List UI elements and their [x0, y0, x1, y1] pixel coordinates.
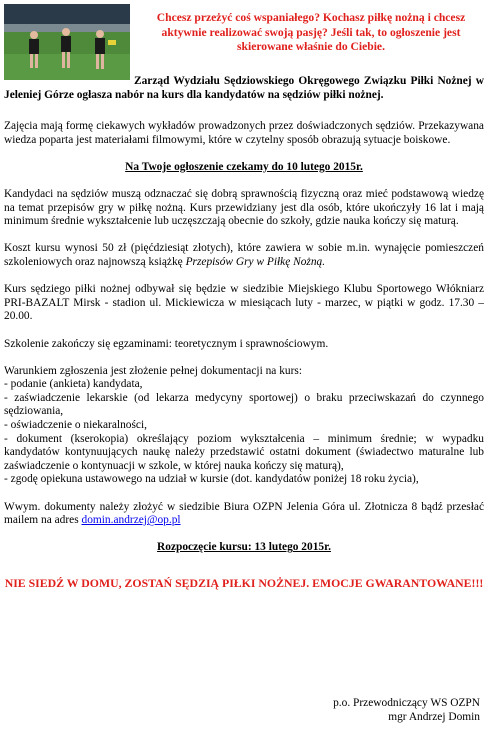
paragraph-requirements-fitness: Kandydaci na sędziów muszą odznaczać się dobrą sprawnością fizyczną oraz mieć podstawową wiedzę na temat przepisów gry w piłkę nożną. Kurs przewidziany jest dla osób, które ukończyły 16 lat i mają minimum średnie wykształcenie lub uczęszczają obecnie do szkoły, gdzie nauka kończy się maturą.	[4, 187, 484, 228]
cost-text: Koszt kursu wynosi 50 zł (pięćdziesiąt złotych), które zawiera w sobie m.in. wynajęcie pomieszczeń szkoleniowych oraz najnowszą książkę	[4, 242, 484, 268]
slogan: NIE SIEDŹ W DOMU, ZOSTAŃ SĘDZIĄ PIŁKI NOŻNEJ. EMOCJE GWARANTOWANE!!!	[4, 576, 484, 590]
requirements-intro: Warunkiem zgłoszenia jest złożenie pełnej dokumentacji na kurs:	[4, 364, 302, 377]
body-content	[4, 120, 484, 591]
referee-photo-icon	[4, 4, 130, 80]
submission-text: Wwym. dokumenty należy złożyć w siedzibie Biura OZPN Jelenia Góra ul. Złotnicza 8 bądź przesłać mailem na adres	[4, 500, 484, 527]
intro-text: Zarząd Wydziału Sędziowskiego Okręgowego Związku Piłki Nożnej w Jeleniej Górze ogłasza nabór na kurs dla kandydatów na sędziów piłki nożnej.	[4, 75, 484, 101]
list-item: - dokument (kserokopia) określający poziom wykształcenia – minimum średnie; w wypadku kandydatów kontynuujących naukę należy przedstawić ostatni dokument (świadectwo maturalne lub zaświadczenie o kontynuacji w szkole, w której nauka kończy się maturą),	[4, 432, 484, 472]
paragraph-exams: Szkolenie zakończy się egzaminami: teoretycznym i sprawnościowym.	[4, 337, 329, 350]
signature-name: mgr Andrzej Domin	[388, 710, 480, 723]
course-start-label: Rozpoczęcie kursu:	[157, 541, 255, 554]
intro-paragraph	[4, 75, 484, 102]
paragraph-cost	[4, 242, 484, 269]
paragraph-lectures: Zajęcia mają formę ciekawych wykładów prowadzonych przez doświadczonych sędziów. Przekazywana wiedza poparta jest materiałami filmowymi, które w czytelny sposób obrazują sytuacje boiskowe.	[4, 120, 484, 146]
list-item: - zaświadczenie lekarskie (od lekarza medycyny sportowej) o braku przeciwskazań do czynnego sędziowania,	[4, 391, 484, 418]
deadline-notice: Na Twoje ogłoszenie czekamy do 10 lutego 2015r.	[125, 160, 363, 173]
course-start-date: 13 lutego 2015r.	[254, 541, 331, 554]
list-item: - zgodę opiekuna ustawowego na udział w kursie (dot. kandydatów poniżej 18 roku życia),	[4, 473, 419, 486]
signature	[333, 697, 480, 724]
requirements-list	[4, 365, 484, 487]
paragraph-submission	[4, 501, 484, 528]
rules-book-title: Przepisów Gry w Piłkę Nożną.	[185, 255, 326, 268]
paragraph-location: Kurs sędziego piłki nożnej odbywał się będzie w siedzibie Miejskiego Klubu Sportowego Włókniarz PRI-BAZALT Mirsk - stadion ul. Mickiewicza w miesiącach luty - marzec, w piątki w godz. 17.30 – 20.00.	[4, 283, 484, 323]
course-start	[4, 541, 484, 555]
header-callout: Chcesz przeżyć coś wspaniałego? Kochasz piłkę nożną i chcesz aktywnie realizować swoją pasję? Jeśli tak, to ogłoszenie jest skierowane właśnie do Ciebie.	[156, 11, 466, 53]
signature-title: p.o. Przewodniczący WS OZPN	[333, 697, 480, 709]
list-item: - podanie (ankieta) kandydata,	[4, 378, 143, 391]
email-link[interactable]: domin.andrzej@op.pl	[81, 514, 181, 527]
list-item: - oświadczenie o niekaralności,	[4, 419, 147, 432]
